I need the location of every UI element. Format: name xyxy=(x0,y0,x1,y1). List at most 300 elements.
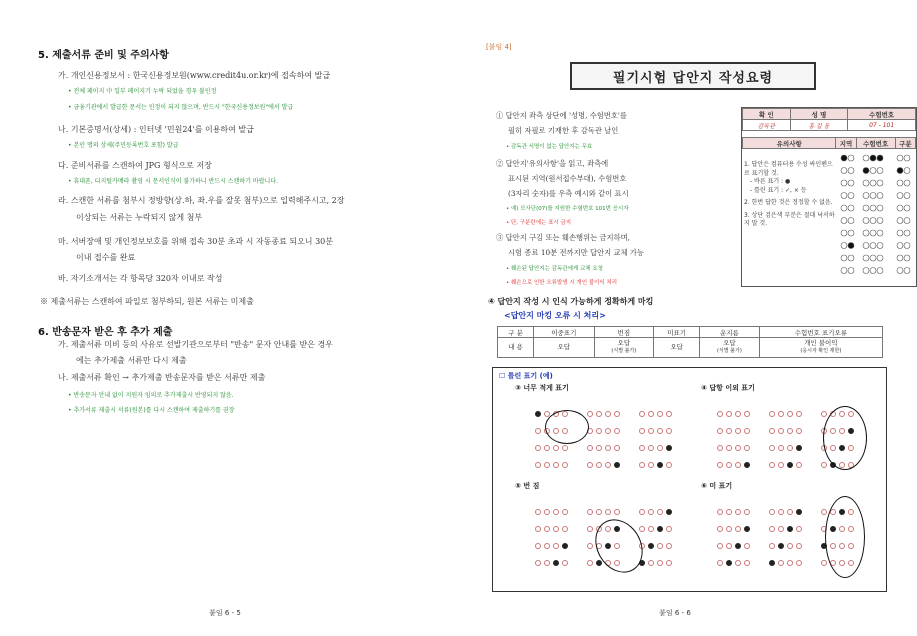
item2-note2: • 단, 구분란에는 표시 금지 xyxy=(506,220,572,226)
answer-bubble xyxy=(717,428,723,434)
answer-bubble xyxy=(657,445,663,451)
answer-bubble xyxy=(744,445,750,451)
card-bubble xyxy=(841,218,847,224)
card-bubble xyxy=(877,205,883,211)
answer-bubble xyxy=(614,445,620,451)
answer-bubble xyxy=(744,509,750,515)
answer-bubble xyxy=(587,560,593,566)
item-ra-1: 라. 스캔한 서류를 첨부시 정방향(상.하, 좌.우를 잘못 첨부)으로 입력해주시고, 2장 xyxy=(58,196,345,205)
answer-bubble xyxy=(562,462,568,468)
answer-bubble xyxy=(666,526,672,532)
answer-bubble xyxy=(587,445,593,451)
card-bubble xyxy=(904,168,910,174)
answer-bubble xyxy=(796,509,802,515)
answer-bubble xyxy=(639,526,645,532)
card-bubble xyxy=(848,155,854,161)
answer-bubble xyxy=(735,543,741,549)
answer-bubble xyxy=(535,462,541,468)
answer-bubble xyxy=(596,462,602,468)
answer-bubble xyxy=(796,526,802,532)
note-na: • 본인 명의 상세(주민등록번호 포함) 발급 xyxy=(68,142,179,149)
example-unmarked-label: ⑥ 미 표기 xyxy=(701,482,733,490)
answer-bubble xyxy=(744,462,750,468)
card-bubble xyxy=(897,193,903,199)
answer-row xyxy=(523,444,683,453)
card-bubble xyxy=(841,243,847,249)
card-rule-1: 1. 답안은 컴퓨터용 수성 싸인펜으로 표기할 것. xyxy=(744,161,833,177)
answer-bubble xyxy=(553,509,559,515)
err-cell-circle: 오답 (식별 불가) xyxy=(700,338,760,358)
card-value-name: 홍 길 동 xyxy=(790,120,848,131)
answer-bubble xyxy=(544,462,550,468)
highlight-ellipse-1 xyxy=(545,410,589,444)
card-bubble xyxy=(870,168,876,174)
card-rule-2: 2. 한번 답한 것은 정정할 수 없음. xyxy=(744,199,833,206)
card-rule-3: 3. 상단 검은색 부분은 절대 낙서하지 말 것. xyxy=(744,211,835,227)
answer-bubble xyxy=(735,411,741,417)
answer-bubble xyxy=(769,411,775,417)
answer-bubble xyxy=(666,543,672,549)
answer-bubble xyxy=(535,445,541,451)
answer-bubble xyxy=(744,526,750,532)
card-bubble xyxy=(897,155,903,161)
err-head-smudge: 번짐 xyxy=(594,327,654,338)
note-ga-2: • 금융기관에서 발급한 문서는 인정이 되지 않으며, 반드시 "한국신용정보원"에서 발급 xyxy=(68,104,294,111)
section6-title: 6. 반송문자 받은 후 추가 제출 xyxy=(38,327,173,338)
err-head-double: 이중표기 xyxy=(534,327,594,338)
item-ma-2: 이내 접수를 완료 xyxy=(76,253,136,262)
card-sub-notes: 유의사항 xyxy=(743,138,836,149)
s6-item-na: 나. 제출서류 확인 → 추가제출 반송문자를 받은 서류만 제출 xyxy=(58,373,266,382)
answer-bubble xyxy=(605,445,611,451)
answer-bubble xyxy=(648,560,654,566)
answer-bubble xyxy=(605,428,611,434)
err-head-category: 구 분 xyxy=(498,327,534,338)
card-bubble xyxy=(848,268,854,274)
card-bubble xyxy=(877,230,883,236)
card-bubble xyxy=(897,255,903,261)
answer-bubble xyxy=(796,462,802,468)
answer-bubble xyxy=(553,462,559,468)
answer-bubble xyxy=(717,462,723,468)
answer-bubble xyxy=(769,509,775,515)
answer-bubble xyxy=(787,462,793,468)
answer-bubble xyxy=(657,560,663,566)
answer-bubble xyxy=(735,445,741,451)
err-head-examno: 수험번호 표기오류 xyxy=(759,327,882,338)
answer-bubble xyxy=(544,509,550,515)
card-bubble xyxy=(863,268,869,274)
answer-row xyxy=(523,508,683,517)
item1-note: • 감독관 서명이 없는 답안지는 무효 xyxy=(506,144,593,150)
answer-bubble xyxy=(657,462,663,468)
answer-bubble xyxy=(735,526,741,532)
card-bubble xyxy=(897,268,903,274)
answer-row xyxy=(523,461,683,470)
answer-bubble xyxy=(717,543,723,549)
answer-bubble xyxy=(605,462,611,468)
left-page xyxy=(0,0,450,636)
answer-bubble xyxy=(614,411,620,417)
card-bubble xyxy=(877,218,883,224)
answer-bubble xyxy=(657,411,663,417)
card-rule-1a: - 바른 표기 : ● xyxy=(750,178,791,185)
answer-bubble xyxy=(605,509,611,515)
card-bubble xyxy=(877,180,883,186)
answer-bubble xyxy=(778,526,784,532)
answer-bubble xyxy=(726,428,732,434)
card-bubble xyxy=(877,168,883,174)
card-bubble xyxy=(870,218,876,224)
err-row-label: 내 용 xyxy=(498,338,534,358)
card-bubble xyxy=(841,155,847,161)
item3-line1: ③ 답안지 구김 또는 훼손행위는 금지하며, xyxy=(496,233,630,242)
answer-bubble xyxy=(744,411,750,417)
answer-bubble xyxy=(735,509,741,515)
answer-bubble xyxy=(778,509,784,515)
card-bubble xyxy=(870,255,876,261)
answer-bubble xyxy=(796,428,802,434)
error-table xyxy=(497,326,883,358)
answer-bubble xyxy=(796,411,802,417)
card-header-exam-no: 수험번호 xyxy=(848,109,916,120)
answer-bubble xyxy=(778,445,784,451)
answer-bubble xyxy=(666,428,672,434)
answer-bubble xyxy=(778,543,784,549)
answer-bubble xyxy=(562,445,568,451)
answer-bubble xyxy=(657,526,663,532)
answer-bubble xyxy=(666,560,672,566)
answer-bubble xyxy=(769,560,775,566)
answer-bubble xyxy=(562,560,568,566)
card-bubble xyxy=(877,268,883,274)
card-bubble xyxy=(848,255,854,261)
item2-line1: ② 답안지'유의사항'을 읽고, 좌측에 xyxy=(496,159,609,168)
answer-bubble xyxy=(735,560,741,566)
item-ra-2: 이상되는 서류는 누락되지 않게 첨부 xyxy=(76,213,203,222)
answer-bubble xyxy=(666,411,672,417)
answer-bubble xyxy=(544,526,550,532)
card-bubble xyxy=(863,255,869,261)
answer-bubble xyxy=(648,509,654,515)
card-bubble xyxy=(863,180,869,186)
answer-bubble xyxy=(648,411,654,417)
answer-bubble xyxy=(553,526,559,532)
item-na: 나. 기본증명서(상세) : 인터넷 '민원24'를 이용하여 발급 xyxy=(58,125,254,134)
right-page xyxy=(450,0,912,636)
card-bubble xyxy=(897,218,903,224)
error-handling-title: <답안지 마킹 오류 시 처리> xyxy=(504,311,606,320)
answer-bubble xyxy=(778,560,784,566)
answer-bubble xyxy=(726,543,732,549)
card-sub-region: 지역 xyxy=(836,138,856,149)
item-ga: 가. 개인신용정보서 : 한국신용정보원(www.credit4u.or.kr)에 접속하여 발급 xyxy=(58,71,331,80)
card-bubble xyxy=(904,243,910,249)
card-bubble xyxy=(877,243,883,249)
card-bubble xyxy=(848,218,854,224)
card-bubble xyxy=(848,168,854,174)
card-bubble xyxy=(870,243,876,249)
answer-bubble xyxy=(562,509,568,515)
card-bubble xyxy=(904,193,910,199)
answer-bubble xyxy=(596,445,602,451)
examples-title: ☐ 틀린 표기 (예) xyxy=(499,372,553,380)
card-bubble xyxy=(848,243,854,249)
answer-bubble xyxy=(648,526,654,532)
card-bubble xyxy=(848,193,854,199)
answer-bubble xyxy=(562,543,568,549)
answer-bubble xyxy=(787,445,793,451)
answer-bubble xyxy=(553,560,559,566)
answer-bubble xyxy=(639,428,645,434)
answer-bubble xyxy=(726,509,732,515)
err-cell-unmarked: 오답 xyxy=(654,338,700,358)
card-bubble xyxy=(897,180,903,186)
answer-bubble xyxy=(769,445,775,451)
card-rules xyxy=(744,161,838,229)
answer-bubble xyxy=(614,428,620,434)
card-bubble xyxy=(904,255,910,261)
card-bubble xyxy=(870,230,876,236)
card-header-confirm: 확 인 xyxy=(743,109,791,120)
s6-note-2: • 추가서류 제출시 서류(원본)를 다시 스캔하여 제출하기를 권장 xyxy=(68,407,235,414)
answer-bubble xyxy=(544,543,550,549)
card-bubble xyxy=(863,168,869,174)
card-bubble xyxy=(877,193,883,199)
card-bubble xyxy=(897,243,903,249)
answer-bubble xyxy=(596,411,602,417)
card-bubble xyxy=(870,180,876,186)
answer-bubble xyxy=(639,509,645,515)
card-bubble xyxy=(841,205,847,211)
answer-bubble xyxy=(544,560,550,566)
answer-bubble xyxy=(787,428,793,434)
card-bubble xyxy=(848,180,854,186)
answer-bubble xyxy=(553,445,559,451)
card-bubble xyxy=(841,180,847,186)
answer-bubble xyxy=(648,428,654,434)
item3-note2: • 훼손으로 인한 오류발생 시 개인 불이익 처리 xyxy=(506,280,618,286)
answer-bubble xyxy=(744,543,750,549)
answer-bubble xyxy=(744,428,750,434)
answer-bubble xyxy=(587,509,593,515)
answer-bubble xyxy=(769,543,775,549)
answer-bubble xyxy=(666,445,672,451)
answer-bubble xyxy=(587,462,593,468)
answer-bubble xyxy=(821,462,827,468)
section5-title: 5. 제출서류 준비 및 주의사항 xyxy=(38,50,169,61)
card-bubble xyxy=(848,230,854,236)
card-bubble xyxy=(904,218,910,224)
answer-bubble xyxy=(587,526,593,532)
item-ba: 바. 자기소개서는 각 항목당 320자 이내로 작성 xyxy=(58,274,223,283)
card-bubble xyxy=(863,218,869,224)
answer-bubble xyxy=(821,509,827,515)
left-footer: 붙임 6 - 5 xyxy=(209,609,241,617)
answer-bubble xyxy=(535,526,541,532)
answer-bubble xyxy=(735,462,741,468)
card-bubble xyxy=(863,155,869,161)
answer-bubble xyxy=(587,543,593,549)
err-cell-examno: 개인 불이익 (응시자 확인 제한) xyxy=(759,338,882,358)
answer-bubble xyxy=(717,445,723,451)
s6-item-ga-1: 가. 제출서류 미비 등의 사유로 선발기관으로부터 "반송" 문자 안내를 받은 경우 xyxy=(58,340,333,349)
answer-bubble xyxy=(717,411,723,417)
card-bubble xyxy=(863,205,869,211)
highlight-ellipse-2 xyxy=(823,406,867,470)
answer-bubble xyxy=(605,411,611,417)
item1-line2: 필히 자필로 기재한 후 감독관 날인 xyxy=(508,126,619,135)
card-bubble xyxy=(863,243,869,249)
card-bubble xyxy=(841,268,847,274)
answer-bubble xyxy=(535,509,541,515)
answer-bubble xyxy=(562,526,568,532)
answer-bubble xyxy=(726,526,732,532)
answer-bubble xyxy=(787,526,793,532)
wrong-marking-examples xyxy=(492,367,887,592)
answer-bubble xyxy=(587,411,593,417)
card-bubble xyxy=(863,230,869,236)
answer-bubble xyxy=(717,526,723,532)
answer-bubble xyxy=(735,428,741,434)
answer-bubble xyxy=(657,543,663,549)
answer-bubble xyxy=(639,462,645,468)
example-outside-label: ④ 답항 이외 표기 xyxy=(701,384,755,392)
card-bubble xyxy=(841,193,847,199)
asterisk-note: ※ 제출서류는 스캔하여 파일로 첨부하되, 원본 서류는 미제출 xyxy=(40,297,254,306)
answer-bubble xyxy=(769,526,775,532)
answer-bubble xyxy=(726,411,732,417)
answer-bubble xyxy=(614,509,620,515)
answer-bubble xyxy=(535,411,541,417)
item2-line2: 표시된 지역(원서접수부대), 수험번호 xyxy=(508,174,627,183)
item2-line3: (3자리 숫자)를 우측 예시와 같이 표시 xyxy=(508,189,629,198)
card-bubble xyxy=(904,230,910,236)
item3-note1: • 훼손된 답안지는 감독관에게 교체 요청 xyxy=(506,266,603,272)
card-header-name: 성 명 xyxy=(790,109,848,120)
card-bubble xyxy=(841,255,847,261)
card-bubble xyxy=(904,155,910,161)
card-bubble xyxy=(904,268,910,274)
card-bubble xyxy=(877,155,883,161)
answer-bubble xyxy=(666,462,672,468)
note-da: • 휴대폰, 디지털카메라 촬영 시 문서인식이 불가하니 반드시 스캔하기 바랍니다. xyxy=(68,178,278,185)
answer-bubble xyxy=(787,560,793,566)
example-grid-1 xyxy=(523,396,683,486)
answer-bubble xyxy=(535,560,541,566)
example-too-small-label: ③ 너무 적게 표기 xyxy=(515,384,569,392)
answer-bubble xyxy=(778,411,784,417)
card-bubble xyxy=(897,205,903,211)
card-bubble xyxy=(841,168,847,174)
answer-bubble xyxy=(596,428,602,434)
s6-item-ga-2: 에는 추가제출 서류만 다시 제출 xyxy=(76,356,187,365)
s6-note-1: • 반송문자 안내 없이 지원자 임의로 추가제출시 반영되지 않음. xyxy=(68,392,234,399)
item2-note1: • 예) 모사단(07)를 지원한 수험번호 101번 응시자 xyxy=(506,206,629,212)
answer-bubble xyxy=(639,411,645,417)
err-head-circle: 운지름 xyxy=(700,327,760,338)
card-sub-header xyxy=(742,137,916,149)
answer-bubble xyxy=(596,509,602,515)
answer-bubble xyxy=(657,509,663,515)
answer-bubble xyxy=(717,560,723,566)
appendix-label: [붙임 4] xyxy=(486,43,512,51)
answer-bubble xyxy=(787,509,793,515)
answer-bubble xyxy=(596,560,602,566)
card-bubble xyxy=(870,193,876,199)
item4-title: ④ 답안지 작성 시 인식 가능하게 정확하게 마킹 xyxy=(488,297,654,306)
example-smudge-label: ⑤ 번 짐 xyxy=(515,482,540,490)
card-bubble xyxy=(848,205,854,211)
answer-bubble xyxy=(648,445,654,451)
card-bubble xyxy=(841,230,847,236)
err-head-unmarked: 미표기 xyxy=(654,327,700,338)
answer-bubble xyxy=(726,560,732,566)
err-cell-smudge: 오답 (식별 불가) xyxy=(594,338,654,358)
answer-bubble xyxy=(787,411,793,417)
answer-bubble xyxy=(778,462,784,468)
answer-bubble xyxy=(535,543,541,549)
card-bubble xyxy=(863,193,869,199)
answer-bubble xyxy=(648,462,654,468)
answer-bubble xyxy=(796,560,802,566)
answer-bubble xyxy=(666,509,672,515)
answer-bubble xyxy=(744,560,750,566)
card-rule-1b: - 틀린 표기 : ✓, × 등 xyxy=(750,186,807,194)
answer-bubble xyxy=(544,445,550,451)
right-footer: 붙임 6 - 6 xyxy=(659,609,691,617)
card-bubble xyxy=(870,205,876,211)
item-ma-1: 마. 서버장애 및 개인정보보호를 위해 접속 30분 초과 시 자동종료 되오니 30분 xyxy=(58,237,333,246)
item3-line2: 시험 종료 10분 전까지만 답안지 교체 가능 xyxy=(508,248,644,257)
card-bubble xyxy=(904,205,910,211)
answer-bubble xyxy=(796,445,802,451)
item-da: 다. 준비서류를 스캔하여 JPG 형식으로 저장 xyxy=(58,161,212,170)
card-bubble xyxy=(904,180,910,186)
answer-bubble xyxy=(614,462,620,468)
answer-bubble xyxy=(821,560,827,566)
item1-line1: ① 답안지 좌측 상단에 '성명, 수험번호'를 xyxy=(496,111,627,120)
answer-bubble xyxy=(717,509,723,515)
answer-bubble xyxy=(796,543,802,549)
answer-bubble xyxy=(778,428,784,434)
card-bubble xyxy=(897,230,903,236)
answer-bubble xyxy=(787,543,793,549)
sample-answer-card xyxy=(741,107,917,287)
answer-bubble xyxy=(648,543,654,549)
page-title: 필기시험 답안지 작성요령 xyxy=(570,62,816,90)
card-bubble xyxy=(897,168,903,174)
answer-bubble xyxy=(553,543,559,549)
highlight-ellipse-4 xyxy=(825,496,865,578)
card-value-exam-no: 07 - 101 xyxy=(848,120,916,131)
card-sub-exam-no: 수험번호 xyxy=(856,138,895,149)
card-header-table xyxy=(742,108,916,131)
answer-bubble xyxy=(535,428,541,434)
answer-bubble xyxy=(769,428,775,434)
answer-bubble xyxy=(639,445,645,451)
answer-bubble xyxy=(769,462,775,468)
answer-bubble xyxy=(726,462,732,468)
card-bubble xyxy=(870,155,876,161)
card-bubble-grid xyxy=(838,152,916,286)
answer-bubble xyxy=(657,428,663,434)
card-value-supervisor: 감독관 xyxy=(743,120,791,131)
answer-bubble xyxy=(821,411,827,417)
card-bubble xyxy=(877,255,883,261)
note-ga-1: • 전체 페이지 中 일부 페이지기 누락 되었을 경우 불인정 xyxy=(68,88,217,95)
err-cell-double: 오답 xyxy=(534,338,594,358)
